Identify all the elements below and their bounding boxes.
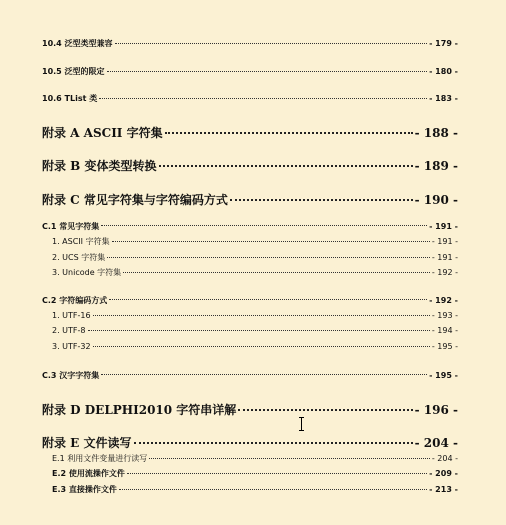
leader-dots	[101, 225, 427, 226]
toc-entry-label: E.3 直接操作文件	[52, 485, 117, 494]
toc-entry-10-5[interactable]	[42, 66, 458, 77]
toc-entry-appendix-a[interactable]	[42, 124, 458, 141]
toc-entry-label: 附录 A ASCII 字符集	[42, 126, 163, 140]
toc-entry-page: - 209 -	[429, 469, 458, 478]
leader-dots	[165, 132, 413, 134]
toc-entry-label: 1. ASCII 字符集	[52, 237, 110, 246]
toc-entry-page: - 195 -	[431, 342, 458, 351]
toc-entry-label: 3. UTF-32	[52, 342, 91, 351]
leader-dots	[101, 374, 427, 375]
toc-entry-c3[interactable]	[42, 370, 458, 381]
toc-entry-label: 附录 D DELPHI2010 字符串详解	[42, 403, 237, 417]
leader-dots	[112, 241, 430, 242]
toc-entry-label: E.2 使用流操作文件	[52, 469, 125, 478]
toc-entry-e2[interactable]	[52, 468, 458, 479]
toc-entry-10-4[interactable]	[42, 38, 458, 49]
leader-dots	[159, 165, 413, 167]
leader-dots	[149, 458, 430, 459]
toc-entry-appendix-e[interactable]	[42, 434, 458, 451]
text-cursor-icon	[298, 417, 306, 431]
leader-dots	[99, 98, 427, 99]
toc-entry-page: - 213 -	[429, 485, 458, 494]
toc-entry-page: - 193 -	[431, 311, 458, 320]
toc-entry-label: C.2 字符编码方式	[42, 296, 108, 305]
toc-entry-appendix-c[interactable]	[42, 191, 458, 208]
toc-entry-page: - 195 -	[429, 371, 458, 380]
toc-entry-label: 3. Unicode 字符集	[52, 268, 122, 277]
toc-entry-label: 附录 B 变体类型转换	[42, 159, 157, 173]
toc-entry-page: - 204 -	[414, 436, 458, 450]
toc-entry-page: - 191 -	[429, 222, 458, 231]
toc-entry-label: 1. UTF-16	[52, 311, 91, 320]
toc-entry-page: - 191 -	[431, 253, 458, 262]
toc-entry-c2[interactable]	[42, 295, 458, 306]
toc-entry-c1-2[interactable]	[52, 252, 458, 263]
toc-entry-label: 2. UCS 字符集	[52, 253, 106, 262]
toc-entry-appendix-b[interactable]	[42, 157, 458, 174]
toc-entry-label: E.1 利用文件变量进行读写	[52, 454, 148, 463]
toc-entry-page: - 188 -	[414, 126, 458, 140]
toc-entry-label: 10.6 TList 类	[42, 94, 98, 103]
leader-dots	[109, 299, 427, 300]
leader-dots	[115, 43, 428, 44]
toc-entry-e1[interactable]	[52, 453, 458, 464]
leader-dots	[107, 71, 428, 72]
toc-entry-10-6[interactable]	[42, 93, 458, 104]
toc-entry-page: - 192 -	[429, 296, 458, 305]
toc-entry-page: - 180 -	[429, 67, 458, 76]
toc-entry-label: 附录 E 文件读写	[42, 436, 132, 450]
leader-dots	[230, 199, 413, 201]
toc-entry-page: - 204 -	[431, 454, 458, 463]
leader-dots	[123, 272, 430, 273]
toc-entry-label: 10.4 泛型类型兼容	[42, 39, 113, 48]
toc-entry-c1-3[interactable]	[52, 267, 458, 278]
toc-entry-c1-1[interactable]	[52, 236, 458, 247]
toc-entry-label: C.1 常见字符集	[42, 222, 100, 231]
leader-dots	[119, 489, 427, 490]
toc-entry-label: 2. UTF-8	[52, 326, 86, 335]
toc-entry-label: 附录 C 常见字符集与字符编码方式	[42, 193, 228, 207]
leader-dots	[88, 330, 430, 331]
toc-entry-appendix-d[interactable]	[42, 401, 458, 418]
toc-entry-page: - 196 -	[414, 403, 458, 417]
toc-entry-page: - 183 -	[429, 94, 458, 103]
toc-entry-e3[interactable]	[52, 484, 458, 495]
leader-dots	[107, 257, 430, 258]
toc-entry-c2-2[interactable]	[52, 326, 458, 335]
toc-entry-page: - 179 -	[429, 39, 458, 48]
leader-dots	[238, 409, 412, 411]
leader-dots	[134, 442, 413, 444]
toc-entry-label: 10.5 泛型的限定	[42, 67, 105, 76]
toc-entry-page: - 194 -	[431, 326, 458, 335]
toc-entry-c1[interactable]	[42, 221, 458, 232]
leader-dots	[93, 315, 430, 316]
toc-entry-c2-1[interactable]	[52, 311, 458, 320]
leader-dots	[127, 473, 427, 474]
toc-entry-page: - 191 -	[431, 237, 458, 246]
toc-entry-page: - 192 -	[431, 268, 458, 277]
toc-entry-label: C.3 汉字字符集	[42, 371, 100, 380]
leader-dots	[93, 346, 430, 347]
toc-entry-page: - 190 -	[414, 193, 458, 207]
toc-entry-c2-3[interactable]	[52, 342, 458, 351]
toc-entry-page: - 189 -	[414, 159, 458, 173]
